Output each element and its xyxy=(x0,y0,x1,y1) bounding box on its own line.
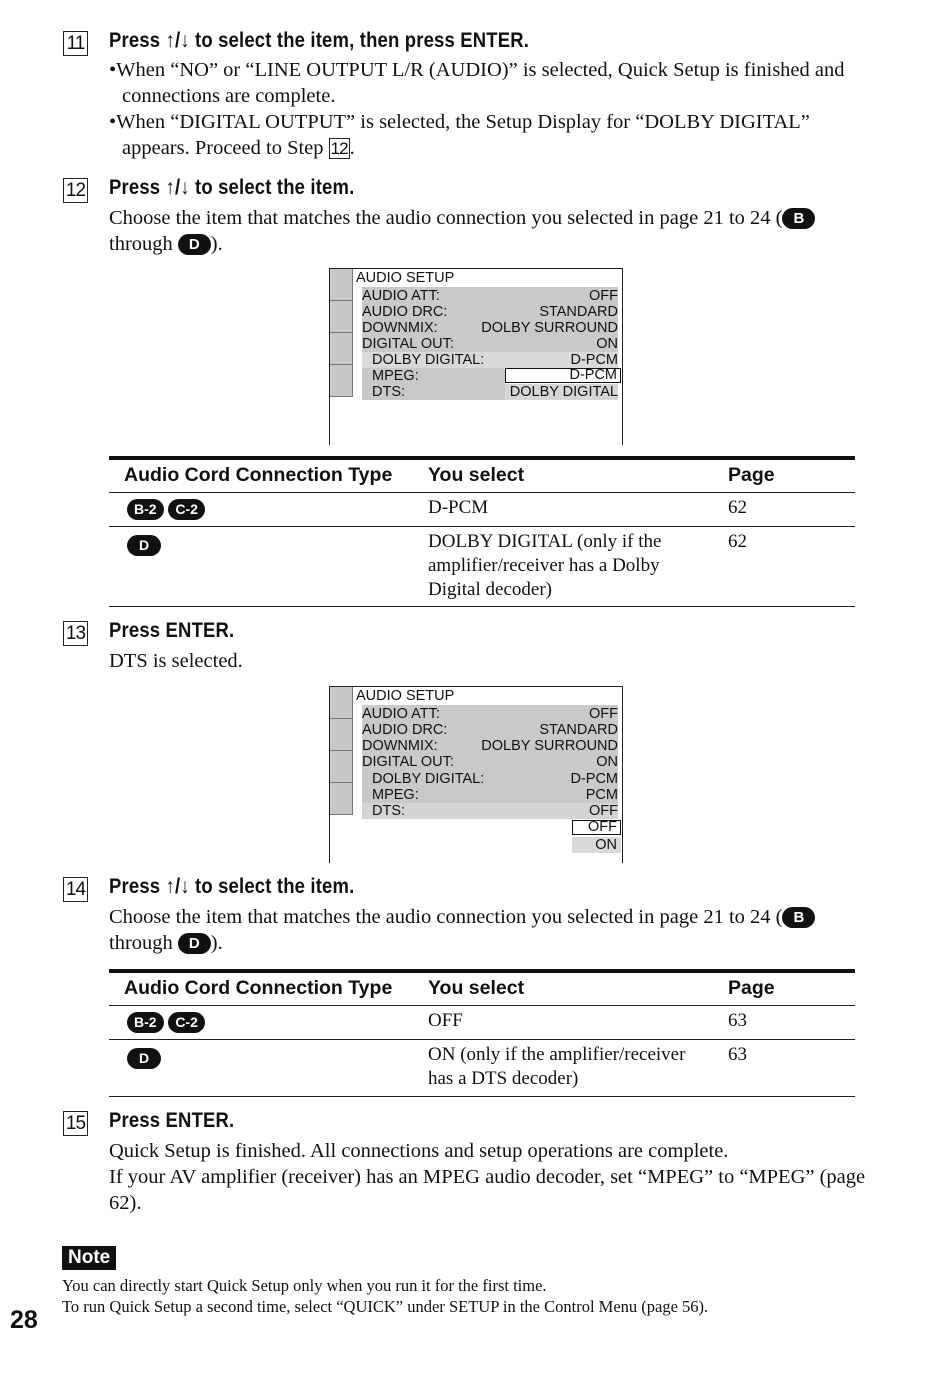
step-body: Choose the item that matches the audio connection you selected in page 21 to 24 ( B through D ). xyxy=(109,205,815,257)
osd-row: DOLBY DIGITAL: D-PCM xyxy=(372,352,618,368)
step-number: 11 xyxy=(63,31,88,56)
table-cell: 63 xyxy=(728,1044,747,1065)
osd-selected-option: D-PCM xyxy=(505,368,621,383)
osd-row: DIGITAL OUT: ON xyxy=(362,336,618,352)
step-body: Quick Setup is finished. All connections and setup operations are complete. If your AV amplifier (receiver) has an MPEG audio decoder, set “MPEG” to “MPEG” (page 62). xyxy=(109,1140,866,1214)
step-heading: Press ↑/↓ to select the item. xyxy=(109,176,355,199)
osd-row: DOWNMIX: DOLBY SURROUND xyxy=(362,738,618,754)
step-number: 14 xyxy=(63,877,88,902)
table-cell: 62 xyxy=(728,531,747,552)
table-cell: DOLBY DIGITAL (only if the amplifier/receiver has a Dolby Digital decoder) xyxy=(428,531,662,600)
column-header: Page xyxy=(728,464,775,486)
selection-table-1 xyxy=(109,456,855,608)
osd-option: ON xyxy=(572,837,621,853)
osd-selected-option: OFF xyxy=(572,820,621,835)
selection-table-2 xyxy=(109,969,855,1099)
osd-row: AUDIO ATT: OFF xyxy=(362,288,618,304)
step-heading: Press ENTER. xyxy=(109,1109,235,1132)
osd-screen-1 xyxy=(329,268,623,445)
connection-badge: B xyxy=(782,907,815,928)
step-heading: Press ↑/↓ to select the item. xyxy=(109,875,355,898)
column-header: Audio Cord Connection Type xyxy=(124,464,393,486)
step-number: 12 xyxy=(63,178,88,203)
osd-row: DTS: DOLBY DIGITAL xyxy=(372,384,618,400)
osd-row: MPEG: PCM xyxy=(372,787,618,803)
table-cell: ON (only if the amplifier/receiver has a DTS decoder) xyxy=(428,1044,686,1089)
column-header: You select xyxy=(428,464,525,486)
bullet-item: •When “NO” or “LINE OUTPUT L/R (AUDIO)” is selected, Quick Setup is finished and connections are complete. xyxy=(109,59,845,107)
table-row-badges xyxy=(127,534,161,558)
osd-row: DTS: OFF xyxy=(372,803,618,819)
osd-row: AUDIO DRC: STANDARD xyxy=(362,304,618,320)
connection-badge: B-2 xyxy=(127,499,164,520)
step-heading: Press ↑/↓ to select the item, then press ENTER. xyxy=(109,29,530,52)
connection-badge: C-2 xyxy=(168,499,205,520)
note-label: Note xyxy=(62,1246,116,1270)
column-header: Page xyxy=(728,977,775,999)
table-row-badges xyxy=(127,1011,205,1035)
step-body: Choose the item that matches the audio connection you selected in page 21 to 24 ( B through D ). xyxy=(109,904,815,956)
step-number: 15 xyxy=(63,1111,88,1136)
osd-row: DIGITAL OUT: ON xyxy=(362,754,618,770)
column-header: Audio Cord Connection Type xyxy=(124,977,393,999)
bullet-item: •When “DIGITAL OUTPUT” is selected, the Setup Display for “DOLBY DIGITAL” appears. Proceed to Step 12. xyxy=(109,111,810,159)
note-text: You can directly start Quick Setup only when you run it for the first time. xyxy=(62,1276,547,1295)
connection-badge: C-2 xyxy=(168,1012,205,1033)
table-cell: OFF xyxy=(428,1010,463,1031)
osd-title: AUDIO SETUP xyxy=(356,270,455,286)
connection-badge: D xyxy=(178,933,211,954)
step-number: 13 xyxy=(63,621,88,646)
connection-badge: D xyxy=(178,234,211,255)
note-text: To run Quick Setup a second time, select “QUICK” under SETUP in the Control Menu (page 56). xyxy=(62,1297,709,1316)
osd-screen-2 xyxy=(329,686,623,863)
table-cell: 62 xyxy=(728,497,747,518)
osd-row: AUDIO DRC: STANDARD xyxy=(362,722,618,738)
table-row-badges xyxy=(127,498,205,522)
connection-badge: D xyxy=(127,535,161,556)
page-number: 28 xyxy=(10,1306,38,1334)
osd-row: MPEG: xyxy=(372,368,419,384)
osd-row: AUDIO ATT: OFF xyxy=(362,706,618,722)
table-cell: D-PCM xyxy=(428,497,489,518)
column-header: You select xyxy=(428,977,525,999)
osd-row: DOWNMIX: DOLBY SURROUND xyxy=(362,320,618,336)
step-ref: 12 xyxy=(330,139,348,158)
step-body: DTS is selected. xyxy=(109,650,243,672)
osd-title: AUDIO SETUP xyxy=(356,688,455,704)
step-heading: Press ENTER. xyxy=(109,619,235,642)
osd-row: DOLBY DIGITAL: D-PCM xyxy=(372,771,618,787)
table-row-badges xyxy=(127,1047,161,1071)
connection-badge: D xyxy=(127,1048,161,1069)
table-cell: 63 xyxy=(728,1010,747,1031)
connection-badge: B-2 xyxy=(127,1012,164,1033)
connection-badge: B xyxy=(782,208,815,229)
